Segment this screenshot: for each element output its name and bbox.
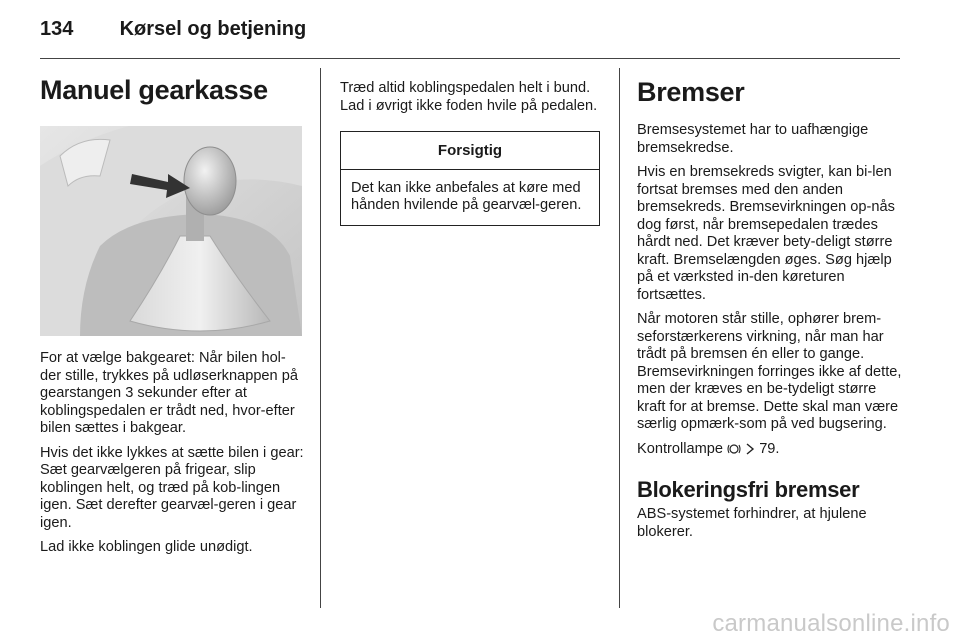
caution-title: Forsigtig [341, 132, 599, 170]
paragraph: Når motoren står stille, ophører brem-seforstærkerens virkning, når man har trådt på bremsen én eller to gange. Bremsevirkningen forringes ikke af dette, men der kræves en be-tydeligt større kraft for at bremse. Dette skal man være særlig opmærk-som på ved bugsering. [637, 311, 902, 432]
section-title-manual-gearbox: Manuel gearkasse [40, 75, 268, 105]
header-rule [40, 58, 900, 59]
gear-lever-image [40, 126, 302, 336]
page-number: 134 [40, 18, 74, 40]
right-column [637, 76, 902, 548]
page-reference: 79. [759, 440, 780, 457]
control-lamp-line [637, 441, 902, 461]
chapter-title: Kørsel og betjening [119, 18, 307, 40]
left-column [40, 74, 305, 106]
gear-lever-illustration [40, 126, 302, 336]
control-lamp-label: Kontrollampe [637, 440, 723, 457]
paragraph: For at vælge bakgearet: Når bilen hol-der stille, trykkes på udløserknappen på gearstangen 3 sekunder efter at koblingspedalen er trådt ned, hvor-efter bilen sættes i bakgear. [40, 350, 298, 436]
page-header [40, 18, 306, 41]
brake-warning-icon [727, 443, 741, 461]
paragraph: Hvis en bremsekreds svigter, kan bi-len fortsat bremses med den anden bremsekreds. Bremsevirkningen op-nås dog først, når bremsepedalen trædes hårdt ned. Det kræver bety-deligt større kraft. Bremselængden øges. Søg hjælp på et værksted in-den køreturen fortsættes. [637, 164, 895, 303]
caution-box [340, 131, 600, 226]
paragraph: Træd altid koblingspedalen helt i bund. Lad i øvrigt ikke foden hvile på pedalen. [340, 80, 598, 114]
paragraph: Hvis det ikke lykkes at sætte bilen i gear: Sæt gearvælgeren på frigear, slip koblingen helt, og træd på kob-lingen igen. Sæt derefter gearvæl-geren i gear igen. [40, 444, 304, 531]
section-title-brakes: Bremser [637, 77, 745, 107]
caution-text: Det kan ikke anbefales at køre med hånden hvilende på gearvæl-geren. [351, 179, 582, 213]
middle-column [340, 80, 602, 226]
column-divider-1 [320, 68, 321, 608]
paragraph: Lad ikke koblingen glide unødigt. [40, 539, 253, 555]
left-text [40, 350, 305, 564]
column-divider-2 [619, 68, 620, 608]
section-title-abs: Blokeringsfri bremser [637, 477, 860, 502]
page-reference-icon [745, 443, 755, 461]
paragraph: ABS-systemet forhindrer, at hjulene blokerer. [637, 506, 867, 540]
watermark: carmanualsonline.info [712, 610, 950, 637]
paragraph: Bremsesystemet har to uafhængige bremsekredse. [637, 122, 869, 156]
